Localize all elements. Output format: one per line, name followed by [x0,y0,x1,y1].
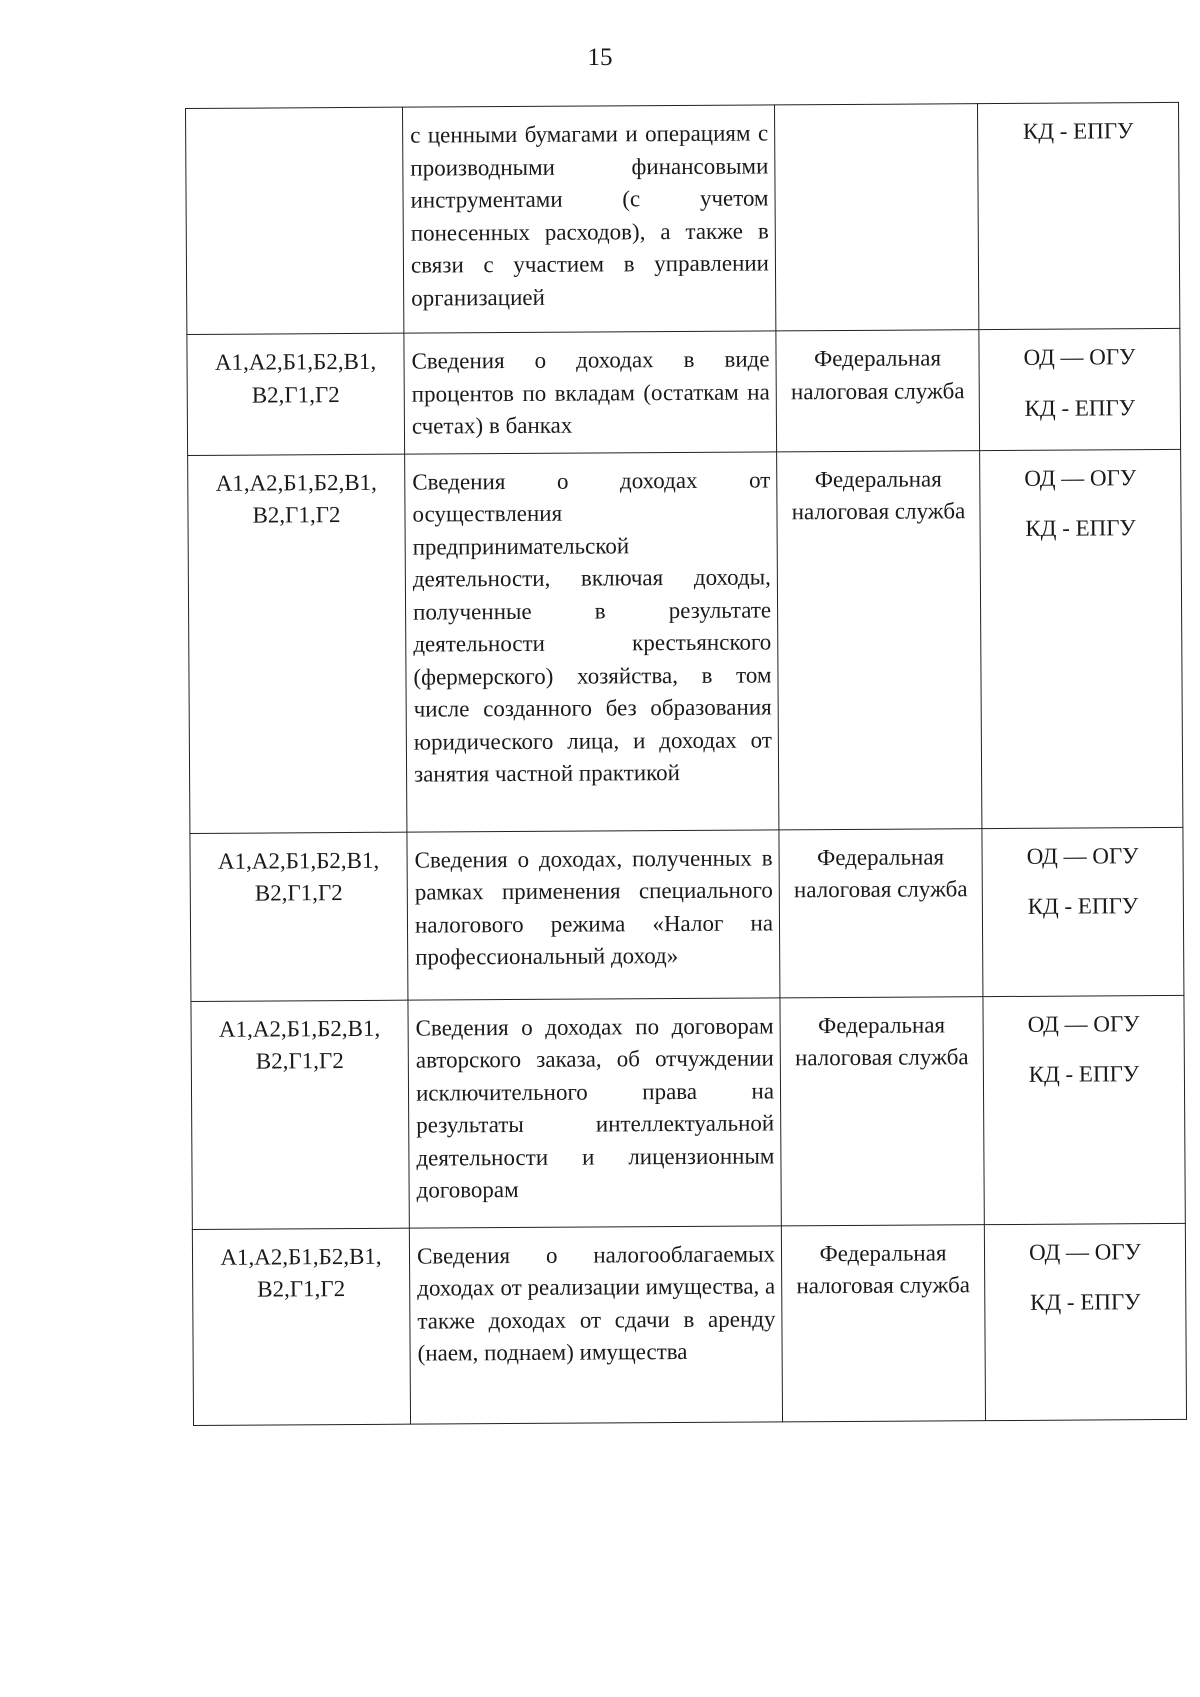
access-cell [980,449,1183,828]
categories-cell: А1,А2,Б1,Б2,В1, В2,Г1,Г2 [188,454,407,833]
access-level-2: КД - ЕПГУ [1028,1061,1140,1087]
access-level-1: ОД — ОГУ [1024,464,1137,491]
data-sources-table [185,102,1187,1426]
access-level-2: КД - ЕПГУ [1022,118,1134,144]
access-cell [977,102,1179,329]
source-cell: Федеральная налоговая служба [777,450,982,829]
categories-cell: А1,А2,Б1,Б2,В1, В2,Г1,Г2 [191,1000,409,1229]
table-row [187,328,1181,455]
access-level-1: ОД — ОГУ [1027,1010,1140,1037]
access-cell [979,328,1181,450]
table-row [190,827,1184,1001]
description-cell: Сведения о доходах по договорам авторского заказа, об отчуждении исключительного права на результаты интеллектуальной деятельности и лицензионным договорам [408,997,781,1227]
source-cell: Федеральная налоговая служба [779,828,983,997]
table-row [188,449,1183,833]
categories-cell: А1,А2,Б1,Б2,В1, В2,Г1,Г2 [187,333,405,455]
categories-cell: А1,А2,Б1,Б2,В1, В2,Г1,Г2 [192,1228,410,1425]
description-cell: Сведения о доходах, полученных в рамках применения специального налогового режима «Налог на профессиональный доход» [407,829,780,999]
description-cell: с ценными бумагами и операциям с производными финансовыми инструментами (с учетом понесенных расходов), а также в связи с участием в управлении организацией [402,105,775,333]
table-row [191,995,1185,1229]
source-cell: Федеральная налоговая служба [776,330,980,452]
table-row [186,102,1180,334]
source-cell: Федеральная налоговая служба [781,1224,985,1421]
access-level-1: ОД — ОГУ [1028,1238,1141,1265]
description-cell: Сведения о налогооблагаемых доходах от реализации имущества, а также доходах от сдачи в аренду (наем, поднаем) имущества [409,1225,782,1423]
description-cell: Сведения о доходах от осуществления предпринимательской деятельности, включая доходы, полученные в результате деятельности крестьянского (фермерского) хозяйства, в том числе созданного без образования юридического лица, и доходах от занятия частной практикой [405,451,779,831]
access-level-1: ОД — ОГУ [1026,842,1139,869]
access-cell [982,827,1184,996]
source-cell: Федеральная налоговая служба [780,996,984,1225]
access-cell [984,1223,1186,1420]
access-level-1: ОД — ОГУ [1023,344,1136,370]
access-cell [983,995,1185,1224]
categories-cell [186,107,404,334]
description-cell: Сведения о доходах в виде процентов по вкладам (остаткам на счетах) в банках [404,331,777,454]
access-level-2: КД - ЕПГУ [1024,394,1136,421]
access-level-2: КД - ЕПГУ [1027,893,1139,919]
categories-cell: А1,А2,Б1,Б2,В1, В2,Г1,Г2 [190,832,408,1001]
table-row [192,1223,1186,1425]
page-number: 15 [587,44,613,71]
source-cell [774,104,978,331]
access-level-2: КД - ЕПГУ [1030,1289,1141,1315]
access-level-2: КД - ЕПГУ [1025,515,1136,541]
